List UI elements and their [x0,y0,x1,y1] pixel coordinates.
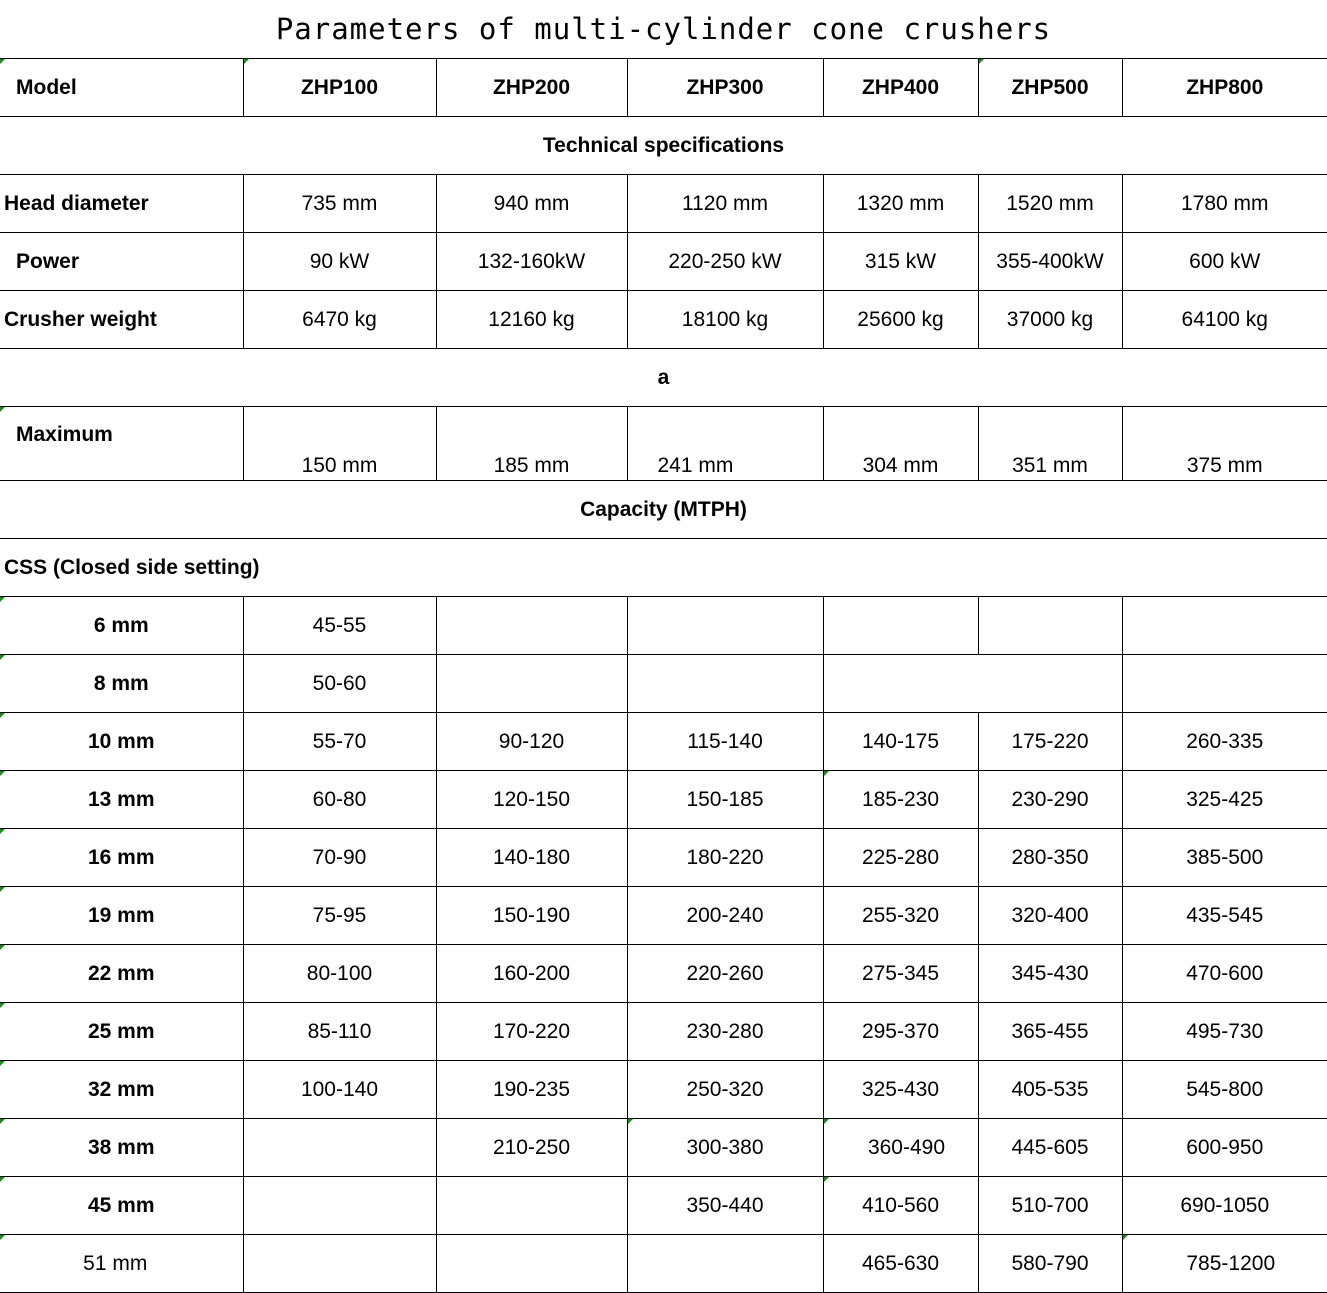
spec-label: Power [0,233,243,291]
capacity-cell [436,597,627,655]
css-label: 22 mm [0,945,243,1003]
capacity-cell [1122,597,1327,655]
maximum-cell: 150 mm [243,407,436,481]
model-zhp200: ZHP200 [436,59,627,117]
capacity-cell: 200-240 [627,887,823,945]
capacity-cell: 45-55 [243,597,436,655]
capacity-cell [436,655,627,713]
capacity-cell: 90-120 [436,713,627,771]
capacity-cell: 385-500 [1122,829,1327,887]
section-capacity: Capacity (MTPH) [0,481,1327,539]
model-zhp400: ZHP400 [823,59,978,117]
capacity-cell: 280-350 [978,829,1122,887]
capacity-cell [627,597,823,655]
css-label: 13 mm [0,771,243,829]
capacity-cell: 75-95 [243,887,436,945]
table-row [0,945,1327,1003]
capacity-cell: 50-60 [243,655,436,713]
capacity-cell [627,655,823,713]
table-row [0,597,1327,655]
css-label: 38 mm [0,1119,243,1177]
spec-cell: 355-400kW [978,233,1122,291]
capacity-cell: 220-260 [627,945,823,1003]
table-row [0,713,1327,771]
spec-cell: 6470 kg [243,291,436,349]
spec-cell: 600 kW [1122,233,1327,291]
css-label: 10 mm [0,713,243,771]
table-row [0,887,1327,945]
capacity-cell: 445-605 [978,1119,1122,1177]
maximum-cell: 185 mm [436,407,627,481]
capacity-cell: 365-455 [978,1003,1122,1061]
capacity-cell: 260-335 [1122,713,1327,771]
section-row [0,481,1327,539]
spec-cell: 37000 kg [978,291,1122,349]
capacity-cell: 55-70 [243,713,436,771]
css-label: 16 mm [0,829,243,887]
maximum-row [0,407,1327,481]
capacity-cell: 120-150 [436,771,627,829]
capacity-cell [978,597,1122,655]
maximum-cell: 304 mm [823,407,978,481]
spec-row [0,233,1327,291]
table-row [0,1003,1327,1061]
capacity-cell: 70-90 [243,829,436,887]
model-zhp300: ZHP300 [627,59,823,117]
spec-cell: 25600 kg [823,291,978,349]
capacity-cell [243,1119,436,1177]
capacity-cell: 170-220 [436,1003,627,1061]
capacity-cell: 580-790 [978,1235,1122,1293]
capacity-cell: 210-250 [436,1119,627,1177]
table-row [0,771,1327,829]
capacity-cell [243,1177,436,1235]
spec-label: Crusher weight [0,291,243,349]
table-row [0,829,1327,887]
spec-row [0,291,1327,349]
maximum-cell: 241 mm [627,407,823,481]
capacity-cell: 60-80 [243,771,436,829]
table-row [0,655,1327,713]
section-css: CSS (Closed side setting) [0,539,1327,597]
capacity-cell: 325-430 [823,1061,978,1119]
section-technical: Technical specifications [0,117,1327,175]
capacity-cell: 325-425 [1122,771,1327,829]
capacity-cell: 600-950 [1122,1119,1327,1177]
capacity-cell: 275-345 [823,945,978,1003]
capacity-cell: 225-280 [823,829,978,887]
spec-cell: 1120 mm [627,175,823,233]
table-row [0,1177,1327,1235]
capacity-cell: 465-630 [823,1235,978,1293]
capacity-cell [1122,655,1327,713]
capacity-cell: 190-235 [436,1061,627,1119]
section-row [0,349,1327,407]
css-label: 8 mm [0,655,243,713]
section-row [0,117,1327,175]
crusher-parameters-table [0,58,1327,1293]
capacity-cell: 150-185 [627,771,823,829]
maximum-label: Maximum [0,407,243,481]
model-label: Model [0,59,243,117]
spec-cell: 735 mm [243,175,436,233]
capacity-cell: 410-560 [823,1177,978,1235]
capacity-cell: 100-140 [243,1061,436,1119]
css-label: 6 mm [0,597,243,655]
css-label-text: 51 mm [83,1251,148,1275]
spec-cell: 1520 mm [978,175,1122,233]
capacity-cell [436,1235,627,1293]
capacity-cell: 435-545 [1122,887,1327,945]
spec-cell: 220-250 kW [627,233,823,291]
capacity-cell: 320-400 [978,887,1122,945]
spec-cell: 1780 mm [1122,175,1327,233]
css-label: 32 mm [0,1061,243,1119]
capacity-cell: 360-490 [823,1119,978,1177]
capacity-cell [823,655,1122,713]
spec-cell: 1320 mm [823,175,978,233]
capacity-cell: 180-220 [627,829,823,887]
capacity-cell: 785-1200 [1122,1235,1327,1293]
capacity-cell: 160-200 [436,945,627,1003]
table-row [0,1061,1327,1119]
page-title: Parameters of multi-cylinder cone crushers [275,12,1052,46]
capacity-cell: 175-220 [978,713,1122,771]
capacity-cell: 345-430 [978,945,1122,1003]
css-label: 45 mm [0,1177,243,1235]
capacity-cell [823,597,978,655]
capacity-cell [627,1235,823,1293]
spec-cell: 64100 kg [1122,291,1327,349]
capacity-cell: 495-730 [1122,1003,1327,1061]
capacity-cell: 85-110 [243,1003,436,1061]
capacity-cell: 150-190 [436,887,627,945]
css-label: 25 mm [0,1003,243,1061]
table-row [0,1119,1327,1177]
spec-cell: 12160 kg [436,291,627,349]
css-label [0,1235,243,1293]
maximum-cell: 375 mm [1122,407,1327,481]
capacity-cell: 140-180 [436,829,627,887]
model-zhp500: ZHP500 [978,59,1122,117]
model-header-row [0,59,1327,117]
capacity-cell: 230-280 [627,1003,823,1061]
spec-row [0,175,1327,233]
capacity-cell: 350-440 [627,1177,823,1235]
spec-cell: 940 mm [436,175,627,233]
capacity-cell: 230-290 [978,771,1122,829]
section-feed: a [0,349,1327,407]
maximum-cell: 351 mm [978,407,1122,481]
spec-label: Head diameter [0,175,243,233]
section-row [0,539,1327,597]
spec-cell: 315 kW [823,233,978,291]
capacity-cell: 140-175 [823,713,978,771]
capacity-cell: 510-700 [978,1177,1122,1235]
capacity-cell: 80-100 [243,945,436,1003]
spec-cell: 132-160kW [436,233,627,291]
capacity-cell [436,1177,627,1235]
model-zhp100: ZHP100 [243,59,436,117]
capacity-cell [243,1235,436,1293]
table-row [0,1235,1327,1293]
capacity-cell: 300-380 [627,1119,823,1177]
capacity-cell: 295-370 [823,1003,978,1061]
css-label: 19 mm [0,887,243,945]
capacity-cell: 115-140 [627,713,823,771]
capacity-cell: 250-320 [627,1061,823,1119]
capacity-cell: 545-800 [1122,1061,1327,1119]
spec-cell: 90 kW [243,233,436,291]
spec-cell: 18100 kg [627,291,823,349]
capacity-cell: 405-535 [978,1061,1122,1119]
capacity-cell: 470-600 [1122,945,1327,1003]
model-zhp800: ZHP800 [1122,59,1327,117]
capacity-cell: 185-230 [823,771,978,829]
capacity-cell: 690-1050 [1122,1177,1327,1235]
capacity-cell: 255-320 [823,887,978,945]
